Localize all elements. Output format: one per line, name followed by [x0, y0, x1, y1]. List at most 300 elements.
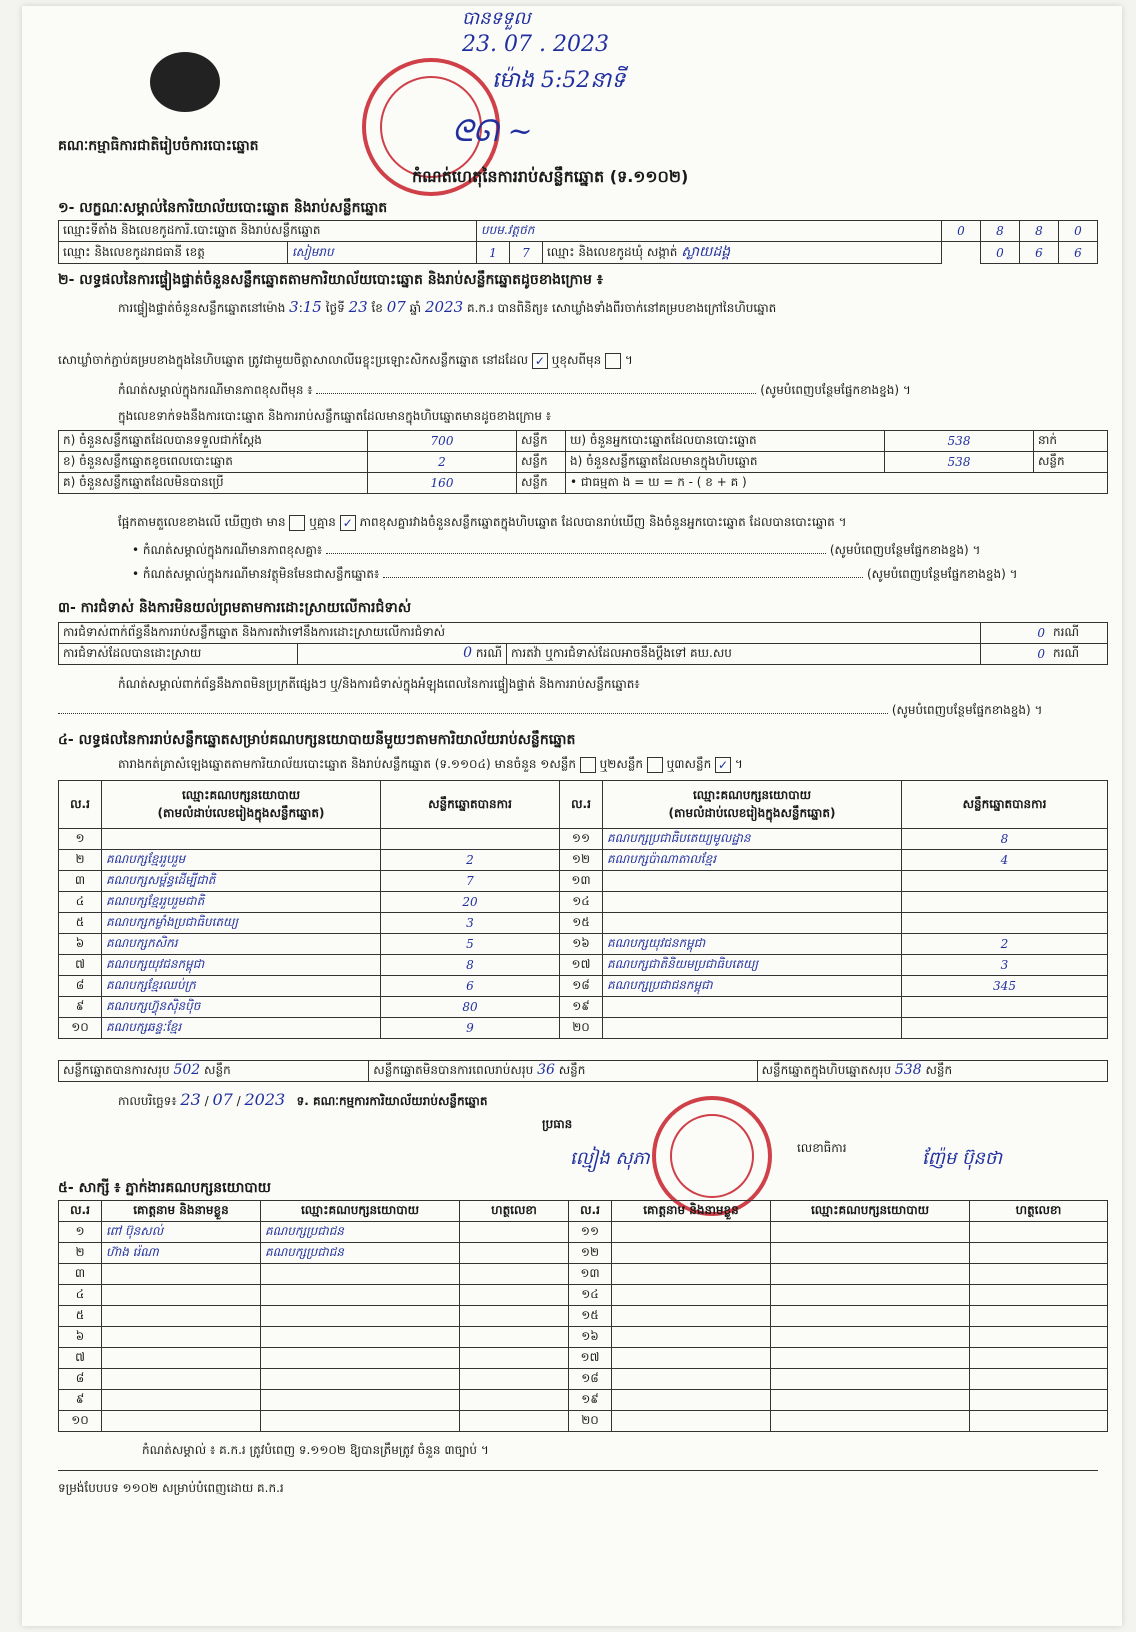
party-number: ៥ [59, 913, 102, 934]
witness-party[interactable] [771, 1348, 970, 1369]
section3-note: កំណត់សម្គាល់ពាក់ព័ន្ធនឹងភាពមិនប្រក្រតីផ្សេងៗ ឬ/និងការជំទាស់ក្នុងអំឡុងពេលនៃការផ្ទៀងផ្ទាត់ និងការរាប់សន្លឹកឆ្នោត៖ [118, 677, 640, 691]
figures-table [58, 430, 1108, 494]
party-votes: 8 [902, 829, 1108, 850]
party-votes: 8 [381, 955, 560, 976]
table-row [59, 1243, 1108, 1264]
witness-name: ពៅ ប៊ុនសល់ [102, 1222, 261, 1243]
compare-b: ឬគ្មាន [309, 515, 336, 529]
party-number: ១៥ [560, 913, 603, 934]
party-name: គណបក្សខ្មែររួបរួមជាតិ [102, 892, 381, 913]
witness-signature[interactable] [460, 1243, 569, 1264]
verify-year: 2023 [424, 298, 464, 316]
witness-name [102, 1327, 261, 1348]
witness-party: គណបក្សប្រជាជន [261, 1243, 460, 1264]
party-number: ១៩ [560, 997, 603, 1018]
para-f: សោឃ្លាំចាក់ភ្ជាប់គម្របខាងក្នុងនៃហិបឆ្នោត ត្រូវជាមួយចិត្តាសាលាលីរេខ្ចុះប្រឡោះសិកសន្លឹកឆ្នោត នៅដដែល [58, 353, 529, 367]
received-date: 23. 07 . 2023 [462, 32, 609, 57]
witness-name [102, 1348, 261, 1369]
party-votes: 3 [381, 913, 560, 934]
party-votes [902, 1018, 1108, 1039]
section1-table [58, 220, 1098, 264]
witness-party [261, 1327, 460, 1348]
section5-title: ៥- សាក្សី ៖ ភ្នាក់ងារគណបក្សនយោបាយ [58, 1180, 272, 1196]
commune-value: ស្លាយដង្គ [681, 244, 731, 260]
party-name: គណបក្សខ្មែរឈប់ក្រ [102, 976, 381, 997]
witness-number: ១៨ [569, 1369, 612, 1390]
party-votes: 80 [381, 997, 560, 1018]
witness-name [102, 1285, 261, 1306]
location-code-2: 8 [981, 221, 1020, 242]
item-e-unit: សន្លឹក [1034, 452, 1108, 473]
party-name: គណបក្សជាតិនិយមប្រជាធិបតេយ្យ [603, 955, 902, 976]
table-row [59, 934, 1108, 955]
col-no-left: ល.រ [59, 781, 102, 829]
section4-intro: តារាងកត់ត្រាសំឡេងឆ្នោតតាមការិយាល័យបោះឆ្នោត និងរាប់សន្លឹកឆ្នោត (ទ.១១០៤) មានចំនួន ១សន្លឹក ឬ២សន្លឹក ឬ៣សន្លឹក ✓ ។ [118, 757, 743, 772]
total-box-unit: សន្លឹក [925, 1063, 953, 1077]
witness-number: ២០ [569, 1411, 612, 1432]
verify-month: 07 [386, 298, 406, 316]
para-a: ការផ្ទៀងផ្ទាត់ចំនួនសន្លឹកឆ្នោតនៅម៉ោង [118, 301, 286, 315]
party-votes [902, 892, 1108, 913]
resolved-value: 0 [463, 645, 473, 661]
section3-title: ៣- ការជំទាស់ និងការមិនយល់ព្រមតាមការដោះស្រាយលើការជំទាស់ [58, 600, 412, 616]
party-votes: 2 [381, 850, 560, 871]
agency-name: គណៈកម្មាធិការជាតិរៀបចំការបោះឆ្នោត [58, 138, 259, 154]
witness-number: ១៧ [569, 1348, 612, 1369]
section3-note-input[interactable] [58, 713, 888, 714]
witness-party: គណបក្សប្រជាជន [261, 1222, 460, 1243]
table-row [59, 1264, 1108, 1285]
item-d-unit: នាក់ [1034, 431, 1108, 452]
section4-title: ៤- លទ្ធផលនៃការរាប់សន្លឹកឆ្នោតសម្រាប់គណបក្សនយោបាយនីមួយៗតាមការិយាល័យរាប់សន្លឹកឆ្នោត [58, 732, 576, 748]
para-d: ឆ្នាំ [409, 301, 422, 315]
location-code-1: 0 [942, 221, 981, 242]
party-number: ១១ [560, 829, 603, 850]
location-code-4: 0 [1059, 221, 1098, 242]
party-name: គណបក្សប្រជាធិបតេយ្យមូលដ្ឋាន [603, 829, 902, 850]
witness-signature[interactable] [460, 1264, 569, 1285]
col-votes-right: សន្លឹកឆ្នោតបានការ [902, 781, 1108, 829]
witness-signature[interactable] [970, 1411, 1108, 1432]
party-name: គណបក្សយុវជនកម្ពុជា [102, 955, 381, 976]
party-number: ១៤ [560, 892, 603, 913]
item-d-label: ឃ) ចំនួនអ្នកបោះឆ្នោតដែលបានបោះឆ្នោត [566, 431, 885, 452]
form-sheet [22, 6, 1122, 1626]
witness-signature[interactable] [970, 1264, 1108, 1285]
witness-party[interactable] [771, 1306, 970, 1327]
item-a-unit: សន្លឹក [517, 431, 566, 452]
witness-table [58, 1200, 1108, 1432]
section2-title: ២- លទ្ធផលនៃការផ្ទៀងផ្ទាត់ចំនួនសន្លឹកឆ្នោតតាមការិយាល័យបោះឆ្នោត និងរាប់សន្លឹកឆ្នោតដូចខាងក្រោម ៖ [58, 272, 603, 288]
objection-label: ការជំទាស់ពាក់ព័ន្ធនឹងការរាប់សន្លឹកឆ្នោត និងការតវ៉ាទៅនឹងការដោះស្រាយលើការជំទាស់ [59, 623, 981, 644]
table-row [59, 976, 1108, 997]
witness-signature[interactable] [460, 1390, 569, 1411]
party-name: គណបក្សហ៊្វុនស៊ិនប៉ិច [102, 997, 381, 1018]
witness-name [102, 1390, 261, 1411]
appeal-label: ការតវ៉ា ឬការជំទាស់ដែលអាចនឹងប្ដឹងទៅ គឃ.សប [507, 644, 981, 665]
w-col-no-left: ល.រ [59, 1201, 102, 1222]
witness-number: ៣ [59, 1264, 102, 1285]
commune-cell [543, 242, 942, 264]
witness-party[interactable] [771, 1411, 970, 1432]
note2-fill-more: (សូមបំពេញបន្ថែមផ្នែកខាងខ្នង) ។ [829, 543, 981, 557]
table-row [59, 1411, 1108, 1432]
witness-party[interactable] [771, 1264, 970, 1285]
party-name: គណបក្សឆន្ទៈខ្មែរ [102, 1018, 381, 1039]
para-e: គ.ក.រ បានពិនិត្យ៖ សោឃ្លាំងទាំងពីរចាក់នៅគម្របខាងក្រៅនៃហិបឆ្នោត [466, 301, 777, 315]
party-name: គណបក្សខ្មែររួបរួម [102, 850, 381, 871]
party-votes: 3 [902, 955, 1108, 976]
witness-number: ១២ [569, 1243, 612, 1264]
party-number: ១២ [560, 850, 603, 871]
secretary-signature: ញ៉ែម ប៊ុនថា [922, 1148, 1002, 1169]
item-c-value: 160 [368, 473, 517, 494]
note3-line [132, 566, 1112, 584]
no-diff-checkbox[interactable]: ✓ [340, 515, 356, 531]
witness-party [261, 1390, 460, 1411]
intro-text: តារាងកត់ត្រាសំឡេងឆ្នោតតាមការិយាល័យបោះឆ្នោត និងរាប់សន្លឹកឆ្នោត (ទ.១១០៤) មានចំនួន ១សន្លឹក [118, 757, 576, 771]
w-col-party-left: ឈ្មោះគណបក្សនយោបាយ [261, 1201, 460, 1222]
party-name [102, 829, 381, 850]
total-invalid-label: សន្លឹកឆ្នោតមិនបានការពេលរាប់សរុប [373, 1063, 534, 1077]
item-b-unit: សន្លឹក [517, 452, 566, 473]
changed-checkbox[interactable] [605, 353, 621, 369]
item-c-label: គ) ចំនួនសន្លឹកឆ្នោតដែលមិនបានប្រើ [59, 473, 368, 494]
witness-signature[interactable] [970, 1348, 1108, 1369]
para-b: ថ្ងៃទី [325, 301, 345, 315]
commune-code-1: 0 [981, 242, 1020, 264]
objection-table [58, 622, 1108, 665]
item-a-label: ក) ចំនួនសន្លឹកឆ្នោតដែលបានទទួលជាក់ស្ដែង [59, 431, 368, 452]
item-b-value: 2 [368, 452, 517, 473]
witness-name[interactable] [612, 1264, 771, 1285]
party-name: គណបក្សកម្លាំងប្រជាធិបតេយ្យ [102, 913, 381, 934]
note2-label: • កំណត់សម្គាល់ក្នុងករណីមានភាពខុសគ្នា៖ [132, 543, 323, 557]
verify-hour: 3 [289, 298, 299, 316]
appeal-value: 0 [981, 644, 1050, 665]
party-number: ១៣ [560, 871, 603, 892]
party-votes [381, 829, 560, 850]
total-box-label: សន្លឹកឆ្នោតក្នុងហិបឆ្នោតសរុប [761, 1063, 892, 1077]
witness-number: ១០ [59, 1411, 102, 1432]
party-number: ១៦ [560, 934, 603, 955]
commune-code-3: 6 [1059, 242, 1098, 264]
fill-more: (សូមបំពេញបន្ថែមផ្នែកខាងខ្នង) ។ [760, 383, 911, 397]
witness-name[interactable] [612, 1243, 771, 1264]
commune-label: ឈ្មោះ និងលេខកូដឃុំ សង្កាត់ [547, 245, 678, 259]
witness-number: ៤ [59, 1285, 102, 1306]
one-sheet-checkbox[interactable] [580, 757, 596, 773]
party-number: ៨ [59, 976, 102, 997]
table-row [59, 1327, 1108, 1348]
compare-a: ផ្អែកតាមតួលេខខាងលើ ឃើញថា មាន [118, 515, 286, 529]
date-day: 23 [180, 1090, 201, 1109]
note3-fill-more: (សូមបំពេញបន្ថែមផ្នែកខាងខ្នង) ។ [866, 567, 1018, 581]
party-name [603, 871, 902, 892]
witness-number: ២ [59, 1243, 102, 1264]
formula: • ជាធម្មតា ង = ឃ = ក - ( ខ + គ ) [566, 473, 1108, 494]
note-label: កំណត់សម្គាល់ក្នុងករណីមានភាពខុសពីមុន ៖ [118, 383, 313, 397]
secretary-label: លេខាធិការ [797, 1141, 847, 1155]
party-name [603, 913, 902, 934]
witness-number: ១១ [569, 1222, 612, 1243]
witness-number: ៥ [59, 1306, 102, 1327]
official-stamp-committee [652, 1096, 772, 1216]
province-code-1: 1 [477, 242, 510, 264]
col-votes-left: សន្លឹកឆ្នោតបានការ [381, 781, 560, 829]
committee-label: ទ. គណៈកម្មការការិយាល័យរាប់សន្លឹកឆ្នោត [296, 1094, 488, 1108]
witness-party [261, 1264, 460, 1285]
witness-party[interactable] [771, 1243, 970, 1264]
section1-title: ១- លក្ខណៈសម្គាល់នៃការិយាល័យបោះឆ្នោត និងរាប់សន្លឹកឆ្នោត [58, 200, 388, 216]
col-no-right: ល.រ [560, 781, 603, 829]
party-votes: 2 [902, 934, 1108, 955]
chair-signature: ល្មៀង សុភា [570, 1148, 650, 1169]
witness-signature[interactable] [460, 1306, 569, 1327]
party-number: ៩ [59, 997, 102, 1018]
witness-party [261, 1285, 460, 1306]
seal-paragraph: សោឃ្លាំចាក់ភ្ជាប់គម្របខាងក្នុងនៃហិបឆ្នោត ត្រូវជាមួយចិត្តាសាលាលីរេខ្ចុះប្រឡោះសិកសន្លឹកឆ្នោត នៅដដែល ✓ ឬខុសពីមុន ។ [58, 353, 633, 368]
table-row [59, 850, 1108, 871]
party-votes: 5 [381, 934, 560, 955]
witness-party [261, 1369, 460, 1390]
witness-name: ហ៊ាង រ៉េណា [102, 1243, 261, 1264]
province-code-2: 7 [510, 242, 543, 264]
section3-note-line [58, 702, 1098, 720]
item-e-label: ង) ចំនួនសន្លឹកឆ្នោតដែលមានក្នុងហិបឆ្នោត [566, 452, 885, 473]
party-votes: 345 [902, 976, 1108, 997]
total-valid-unit: សន្លឹក [204, 1063, 231, 1077]
witness-name [102, 1264, 261, 1285]
witness-name[interactable] [612, 1285, 771, 1306]
party-number: ១ [59, 829, 102, 850]
w-col-sign-right: ហត្ថលេខា [970, 1201, 1108, 1222]
witness-party [261, 1348, 460, 1369]
note3-label: • កំណត់សម្គាល់ក្នុងករណីមានវត្ថុមិនមែនជាសន្លឹកឆ្នោត៖ [132, 567, 380, 581]
item-d-value: 538 [885, 431, 1034, 452]
date-year: 2023 [244, 1090, 286, 1109]
witness-signature[interactable] [970, 1306, 1108, 1327]
witness-name[interactable] [612, 1327, 771, 1348]
col-party-right: ឈ្មោះគណបក្សនយោបាយ (តាមលំដាប់លេខរៀងក្នុងសន្លឹកឆ្នោត) [603, 781, 902, 829]
resolved-unit: ករណី [475, 646, 502, 660]
party-number: ៧ [59, 955, 102, 976]
witness-number: ៩ [59, 1390, 102, 1411]
party-votes: 4 [902, 850, 1108, 871]
table-row [59, 1390, 1108, 1411]
witness-signature[interactable] [970, 1369, 1108, 1390]
resolved-label: ការជំទាស់ដែលបានដោះស្រាយ [59, 644, 298, 665]
has-diff-checkbox[interactable] [289, 515, 305, 531]
commune-code-2: 6 [1020, 242, 1059, 264]
witness-party [261, 1306, 460, 1327]
col-party-left: ឈ្មោះគណបក្សនយោបាយ (តាមលំដាប់លេខរៀងក្នុងសន្លឹកឆ្នោត) [102, 781, 381, 829]
witness-party[interactable] [771, 1327, 970, 1348]
form-title: កំណត់ហេតុនៃការរាប់សន្លឹកឆ្នោត (ទ.១១០២) [412, 167, 689, 186]
compare-c: ភាពខុសគ្នារវាងចំនួនសន្លឹកឆ្នោតក្នុងហិបឆ្នោត ដែលបានរាប់ឃើញ និងចំនួនអ្នកបោះឆ្នោត ដែលបានបោះឆ្នោត ។ [359, 515, 847, 529]
table-row [59, 997, 1108, 1018]
resolved-cell [298, 644, 507, 665]
province-value: សៀមរាប [288, 242, 477, 264]
note-line [118, 382, 1098, 400]
party-number: ៦ [59, 934, 102, 955]
witness-name[interactable] [612, 1390, 771, 1411]
total-invalid-value: 36 [537, 1062, 555, 1078]
witness-signature[interactable] [970, 1390, 1108, 1411]
witness-party[interactable] [771, 1222, 970, 1243]
date-label: កាលបរិច្ឆេទ៖ [118, 1094, 177, 1108]
party-votes [902, 871, 1108, 892]
table-row [59, 913, 1108, 934]
same-checkbox[interactable]: ✓ [532, 353, 548, 369]
figures-subtitle: ក្នុងលេខទាក់ទងនឹងការបោះឆ្នោត និងការរាប់សន្លឹកឆ្នោតដែលមានក្នុងហិបឆ្នោតមានដូចខាងក្រោម ៖ [118, 409, 552, 423]
party-number: ២០ [560, 1018, 603, 1039]
witness-name [102, 1411, 261, 1432]
witness-signature[interactable] [460, 1327, 569, 1348]
three-sheets-label: ឬ៣សន្លឹក [666, 757, 712, 771]
witness-name[interactable] [612, 1222, 771, 1243]
witness-signature[interactable] [460, 1222, 569, 1243]
objection-value: 0 [981, 623, 1050, 644]
party-votes [902, 997, 1108, 1018]
party-votes: 9 [381, 1018, 560, 1039]
date-month: 07 [212, 1090, 233, 1109]
date-line: កាលបរិច្ឆេទ៖ 23 / 07 / 2023 ទ. គណៈកម្មការការិយាល័យរាប់សន្លឹកឆ្នោត [118, 1090, 488, 1109]
party-votes: 6 [381, 976, 560, 997]
table-row [59, 871, 1108, 892]
party-number: ៣ [59, 871, 102, 892]
witness-name[interactable] [612, 1369, 771, 1390]
witness-party [261, 1411, 460, 1432]
note2-input[interactable] [326, 553, 826, 554]
party-number: ២ [59, 850, 102, 871]
location-value: បបម.វត្តថក [477, 221, 942, 242]
total-invalid-cell [369, 1061, 757, 1082]
location-label: ឈ្មោះទីតាំង និងលេខកូដការិ.បោះឆ្នោត និងរាប់សន្លឹកឆ្នោត [59, 221, 477, 242]
w-col-no-right: ល.រ [569, 1201, 612, 1222]
appeal-unit: ករណី [1049, 644, 1108, 665]
footer: ទម្រង់បែបបទ ១១០២ សម្រាប់បំពេញដោយ គ.ក.រ [58, 1481, 284, 1495]
witness-signature[interactable] [970, 1222, 1108, 1243]
witness-number: ៦ [59, 1327, 102, 1348]
witness-signature[interactable] [460, 1369, 569, 1390]
party-number: ១៨ [560, 976, 603, 997]
verification-paragraph: ការផ្ទៀងផ្ទាត់ចំនួនសន្លឹកឆ្នោតនៅម៉ោង 3:15 ថ្ងៃទី 23 ខែ 07 ឆ្នាំ 2023 គ.ក.រ បានពិនិត្យ៖ សោឃ្លាំងទាំងពីរចាក់នៅគម្របខាងក្រៅនៃហិបឆ្នោត [118, 298, 777, 316]
witness-number: ១៥ [569, 1306, 612, 1327]
party-name [603, 997, 902, 1018]
two-sheets-label: ឬ២សន្លឹក [599, 757, 644, 771]
item-c-unit: សន្លឹក [517, 473, 566, 494]
signature-top: ᘓᘏ ~ [452, 114, 533, 149]
received-time: ម៉ោង 5:52នាទី [492, 68, 626, 93]
witness-signature[interactable] [970, 1327, 1108, 1348]
two-sheets-checkbox[interactable] [647, 757, 663, 773]
footer-divider [58, 1470, 1098, 1471]
w-col-party-right: ឈ្មោះគណបក្សនយោបាយ [771, 1201, 970, 1222]
table-row [59, 892, 1108, 913]
table-row [59, 1285, 1108, 1306]
table-row [59, 1348, 1108, 1369]
total-invalid-unit: សន្លឹក [558, 1063, 586, 1077]
w-col-name-right: គោត្តនាម និងនាមខ្លួន [612, 1201, 771, 1222]
witness-name[interactable] [612, 1411, 771, 1432]
witness-number: ១ [59, 1222, 102, 1243]
witness-signature[interactable] [460, 1285, 569, 1306]
witness-party[interactable] [771, 1285, 970, 1306]
objection-unit: ករណី [1049, 623, 1108, 644]
w-col-sign-left: ហត្ថលេខា [460, 1201, 569, 1222]
total-box-cell [757, 1061, 1107, 1082]
received-note: បានទទួល [462, 8, 531, 29]
party-name [603, 1018, 902, 1039]
witness-number: ៧ [59, 1348, 102, 1369]
witness-number: ៨ [59, 1369, 102, 1390]
table-row [59, 1306, 1108, 1327]
nec-logo [150, 52, 220, 112]
witness-party[interactable] [771, 1369, 970, 1390]
witness-signature[interactable] [460, 1348, 569, 1369]
witness-name[interactable] [612, 1306, 771, 1327]
compare-paragraph [118, 514, 1108, 532]
verify-minute: 15 [302, 298, 322, 316]
table-row [59, 1222, 1108, 1243]
witness-party[interactable] [771, 1390, 970, 1411]
party-votes [902, 913, 1108, 934]
party-votes: 20 [381, 892, 560, 913]
witness-signature[interactable] [970, 1243, 1108, 1264]
party-name: គណបក្សប្រជាជនកម្ពុជា [603, 976, 902, 997]
or-changed-label: ឬខុសពីមុន [551, 353, 602, 367]
party-name [603, 892, 902, 913]
total-box-value: 538 [894, 1062, 922, 1078]
note-input[interactable] [316, 393, 756, 394]
witness-signature[interactable] [460, 1411, 569, 1432]
table-row [59, 829, 1108, 850]
section3-fill-more: (សូមបំពេញបន្ថែមផ្នែកខាងខ្នង) ។ [891, 703, 1043, 717]
witness-number: ១៩ [569, 1390, 612, 1411]
party-name: គណបក្សយុវជនកម្ពុជា [603, 934, 902, 955]
witness-name[interactable] [612, 1348, 771, 1369]
province-label: ឈ្មោះ និងលេខកូដរាជធានី ខេត្ត [59, 242, 288, 264]
total-valid-label: សន្លឹកឆ្នោតបានការសរុប [63, 1063, 170, 1077]
table-row [59, 1018, 1108, 1039]
chair-label: ប្រធាន [542, 1117, 573, 1131]
location-code-3: 8 [1020, 221, 1059, 242]
w-col-name-left: គោត្តនាម និងនាមខ្លួន [102, 1201, 261, 1222]
witness-number: ១៦ [569, 1327, 612, 1348]
footnote: កំណត់សម្គាល់ ៖ គ.ក.រ ត្រូវបំពេញ ទ.១១០២ ឱ្យបានត្រឹមត្រូវ ចំនួន ៣ច្បាប់ ។ [142, 1443, 489, 1457]
three-sheets-checkbox[interactable]: ✓ [715, 757, 731, 773]
total-valid-cell [59, 1061, 369, 1082]
votes-table [58, 780, 1108, 1039]
witness-number: ១៤ [569, 1285, 612, 1306]
party-votes: 7 [381, 871, 560, 892]
table-row [59, 1369, 1108, 1390]
note3-input[interactable] [383, 577, 863, 578]
para-c: ខែ [371, 301, 383, 315]
verify-day: 23 [348, 298, 368, 316]
witness-signature[interactable] [970, 1285, 1108, 1306]
party-name: គណបក្សប៉ាណាតាលខ្មែរ [603, 850, 902, 871]
party-number: ១០ [59, 1018, 102, 1039]
item-e-value: 538 [885, 452, 1034, 473]
totals-table [58, 1060, 1108, 1082]
total-valid-value: 502 [173, 1062, 201, 1078]
witness-name [102, 1369, 261, 1390]
witness-number: ១៣ [569, 1264, 612, 1285]
party-name: គណបក្សសម្ព័ន្ធដើម្បីជាតិ [102, 871, 381, 892]
party-number: ១៧ [560, 955, 603, 976]
